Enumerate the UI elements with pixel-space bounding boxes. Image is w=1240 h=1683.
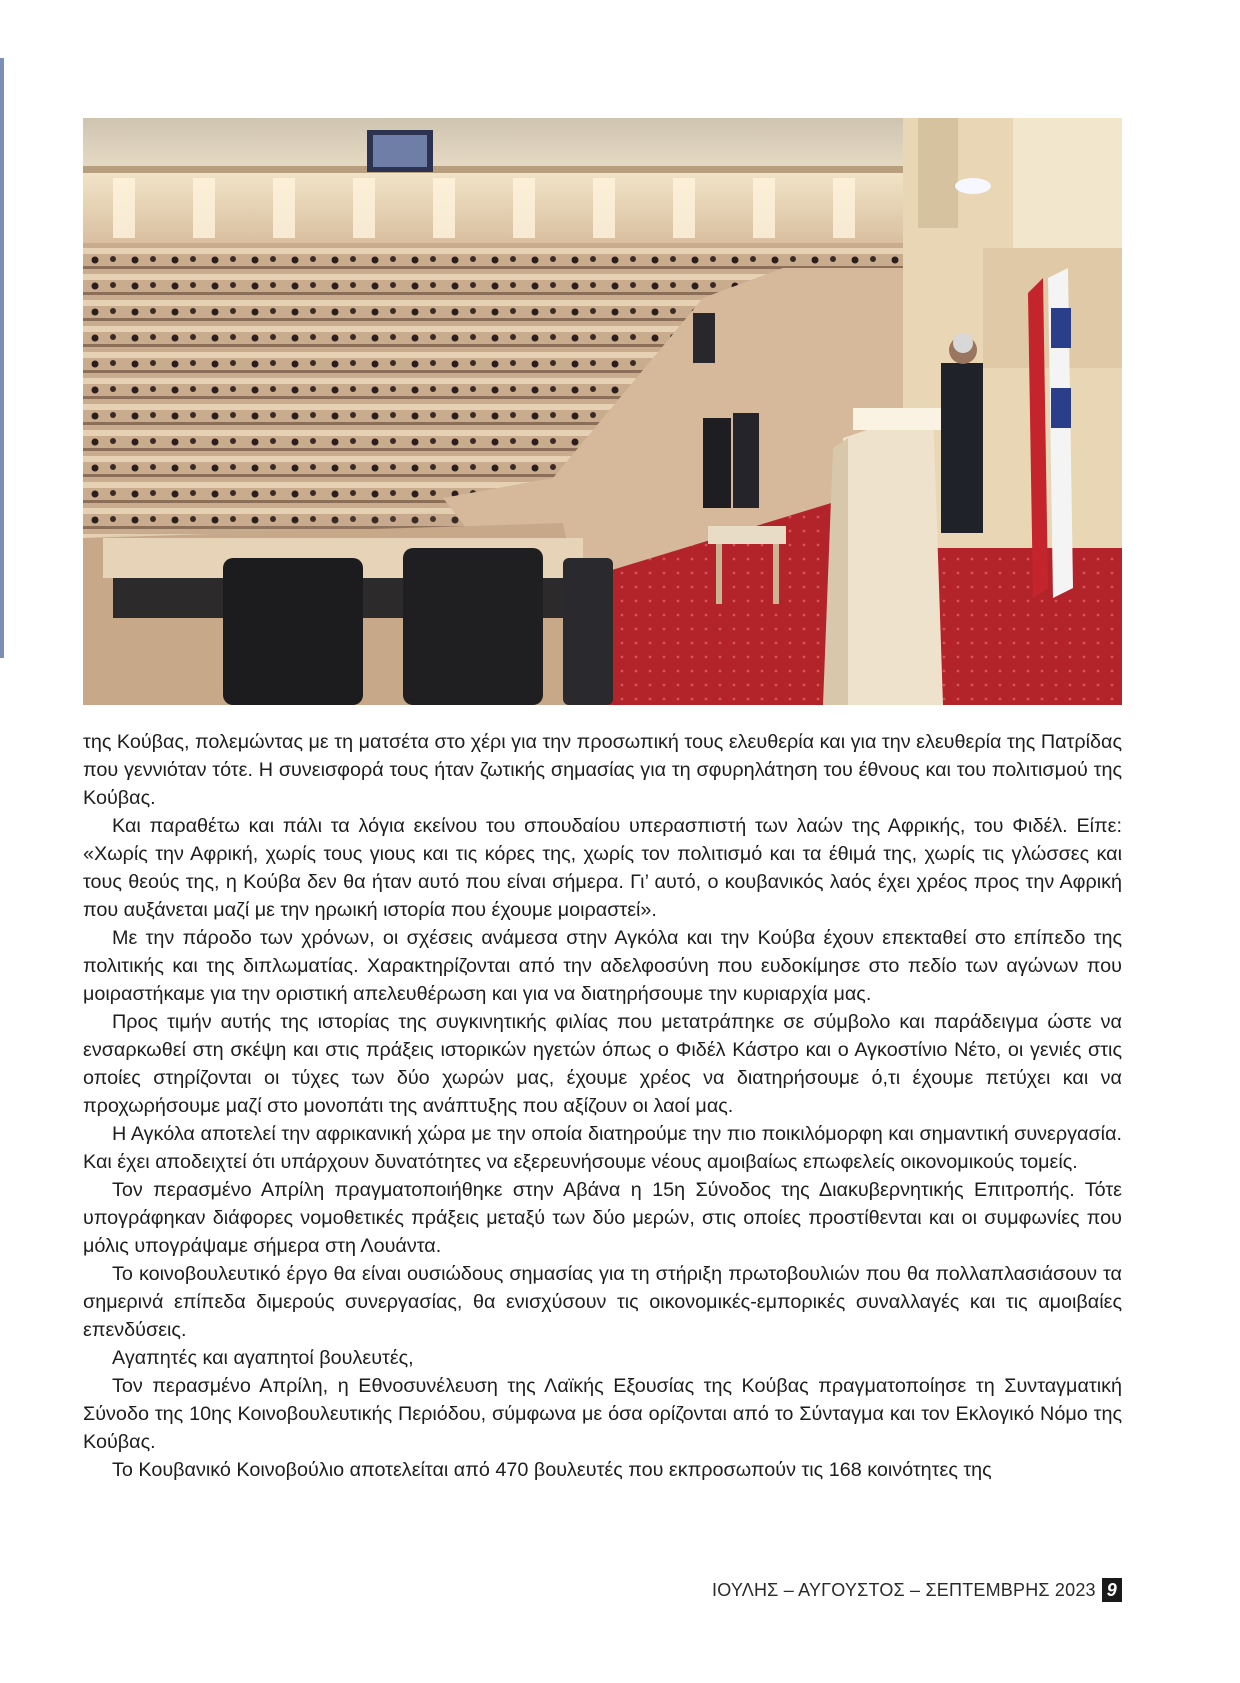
paragraph-7: Το κοινοβουλευτικό έργο θα είναι ουσιώδους σημασίας για τη στήριξη πρωτοβουλιών που θα πολλαπλασιάσουν τα σημερινά επίπεδα διμερούς συνεργασίας, θα ενισχύσουν τις οικονομικές-εμπορικές συναλλαγές και τις αμοιβαίες επενδύσεις.	[83, 1263, 1122, 1341]
article-photo	[83, 118, 1122, 705]
page-number: 9	[1102, 1578, 1122, 1602]
paragraph-4: Προς τιμήν αυτής της ιστορίας της συγκινητικής φιλίας που μετατράπηκε σε σύμβολο και παράδειγμα ώστε να ενσαρκωθεί στη σκέψη και στις πράξεις ιστορικών ηγετών όπως ο Φιδέλ Κάστρο και ο Αγκοστίνιο Νέτο, οι γενιές στις οποίες στηρίζονται οι τύχες των δύο χωρών μας, έχουμε χρέος να διατηρήσουμε ό,τι έχουμε πετύχει και να προχωρήσουμε μαζί στο μονοπάτι της ανάπτυξης που αξίζουν οι λαοί μας.	[83, 1011, 1122, 1117]
page-footer	[712, 1578, 1122, 1602]
article-body	[83, 728, 1122, 1484]
issue-label: ΙΟΥΛΗΣ – ΑΥΓΟΥΣΤΟΣ – ΣΕΠΤΕΜΒΡΗΣ 2023	[712, 1579, 1096, 1600]
paragraph-5: Η Αγκόλα αποτελεί την αφρικανική χώρα με την οποία διατηρούμε την πιο ποικιλόμορφη και σημαντική συνεργασία. Και έχει αποδειχτεί ότι υπάρχουν δυνατότητες να εξερευνήσουμε νέους αμοιβαίως επωφελείς οικονομικούς τομείς.	[83, 1123, 1122, 1173]
paragraph-1: της Κούβας, πολεμώντας με τη ματσέτα στο χέρι για την προσωπική τους ελευθερία και για την ελευθερία της Πατρίδας που γεννιόταν τότε. Η συνεισφορά τους ήταν ζωτικής σημασίας για τη σφυρηλάτηση του έθνους και του πολιτισμού της Κούβας.	[83, 731, 1122, 809]
page-edge-marker	[0, 58, 4, 658]
paragraph-9: Τον περασμένο Απρίλη, η Εθνοσυνέλευση της Λαϊκής Εξουσίας της Κούβας πραγματοποίησε τη Συνταγματική Σύνοδο της 10ης Κοινοβουλευτικής Περιόδου, σύμφωνα με όσα ορίζονται από το Σύνταγμα και τον Εκλογικό Νόμο της Κούβας.	[83, 1375, 1122, 1453]
paragraph-3: Με την πάροδο των χρόνων, οι σχέσεις ανάμεσα στην Αγκόλα και την Κούβα έχουν επεκταθεί στο επίπεδο της πολιτικής και της διπλωματίας. Χαρακτηρίζονται από την αδελφοσύνη που ευδοκίμησε στο πεδίο των αγώνων που μοιραστήκαμε για την οριστική απελευθέρωση και για να διατηρήσουμε την κυριαρχία μας.	[83, 927, 1122, 1005]
parliament-photo-illustration	[83, 118, 1122, 705]
paragraph-2: Και παραθέτω και πάλι τα λόγια εκείνου του σπουδαίου υπερασπιστή των λαών της Αφρικής, του Φιδέλ. Είπε: «Χωρίς την Αφρική, χωρίς τους γιους και τις κόρες της, χωρίς τον πολιτισμό και τα έθιμά της, χωρίς τις γλώσσες και τους θεούς της, η Κούβα δεν θα ήταν αυτό που είναι σήμερα. Γι’ αυτό, ο κουβανικός λαός έχει χρέος προς την Αφρική που αυξάνεται μαζί με την ηρωική ιστορία που έχουμε μοιραστεί».	[83, 815, 1122, 921]
paragraph-6: Τον περασμένο Απρίλη πραγματοποιήθηκε στην Αβάνα η 15η Σύνοδος της Διακυβερνητικής Επιτροπής. Τότε υπογράφηκαν διάφορες νομοθετικές πράξεις μεταξύ των δύο μερών, στις οποίες προστίθενται και οι συμφωνίες που μόλις υπογράψαμε σήμερα στη Λουάντα.	[83, 1179, 1122, 1257]
paragraph-10: Το Κουβανικό Κοινοβούλιο αποτελείται από 470 βουλευτές που εκπροσωπούν τις 168 κοινότητες της	[112, 1459, 992, 1481]
paragraph-8: Αγαπητές και αγαπητοί βουλευτές,	[112, 1347, 414, 1369]
